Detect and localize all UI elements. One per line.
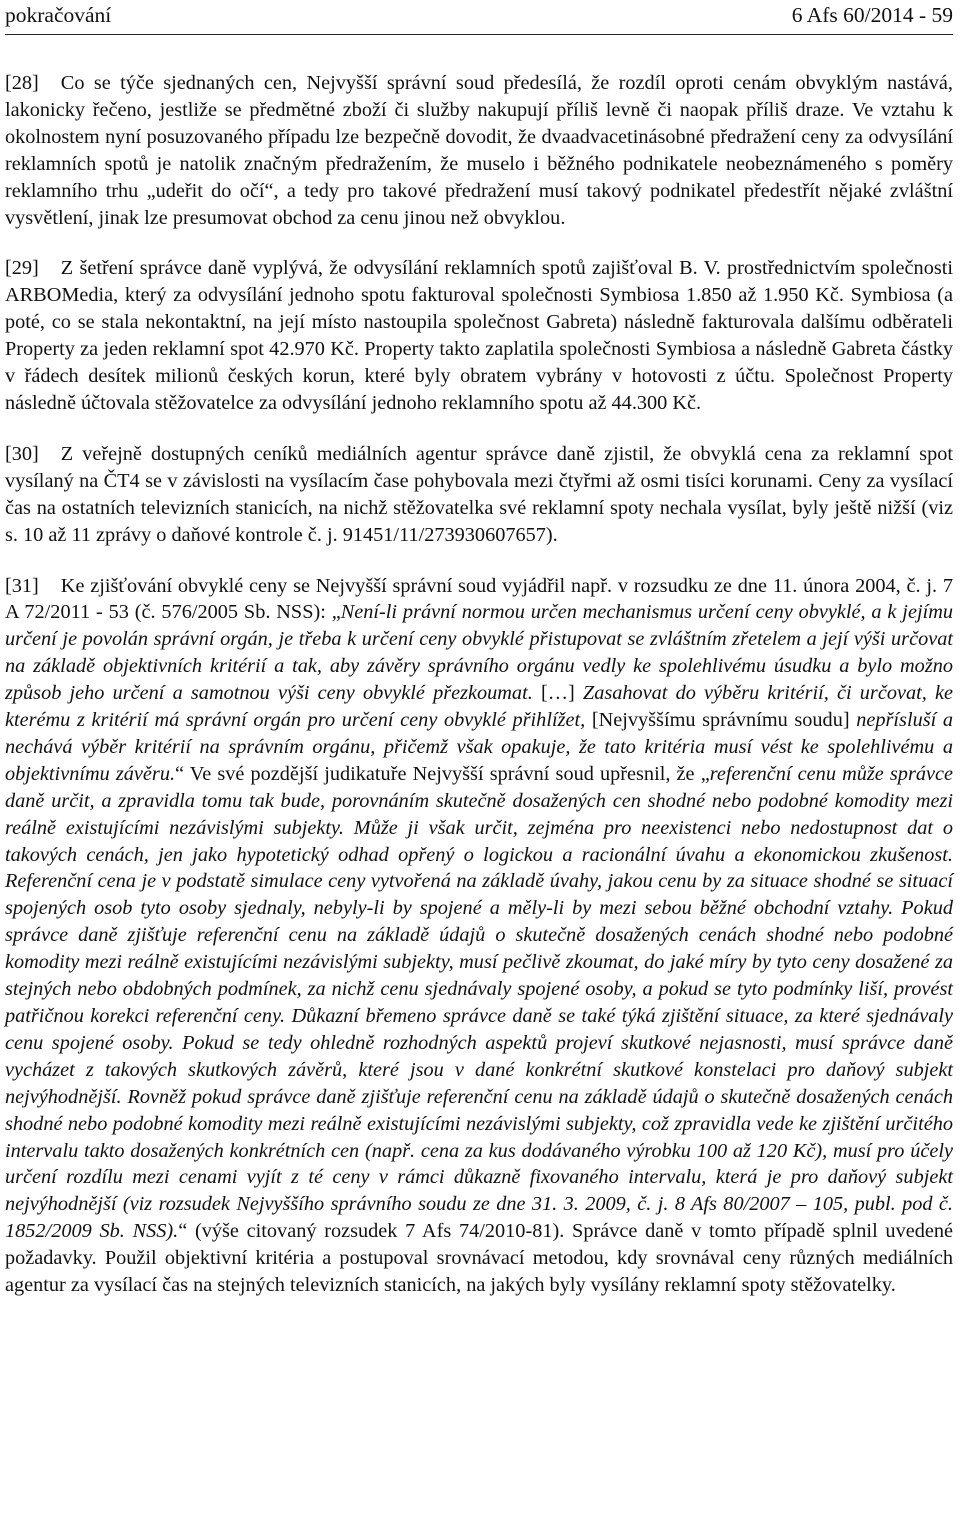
paragraph-31	[5, 573, 953, 1299]
quote-italic: Zasahovat do výběru kritérií, či určovat, ke kterému z kritérií má správní orgán pro určení ceny obvyklé přihlížet,	[5, 682, 953, 732]
paragraph-text: […]	[532, 682, 583, 705]
document-body	[5, 70, 953, 1299]
paragraph-30	[5, 441, 953, 549]
paragraph-text: Co se týče sjednaných cen, Nejvyšší správní soud předesílá, že rozdíl oproti cenám obvyklým nastává, lakonicky řečeno, jestliže se předmětné zboží či služby nakupují příliš levně či naopak příliš draze. Ve vztahu k okolnostem nyní posuzovaného případu lze bezpečně dovodit, že dvaadvacetinásobné předražení ceny za odvysílání reklamních spotů je natolik značným předražením, že muselo i běžného podnikatele neobeznámeného s poměry reklamního trhu „udeřit do očí“, a tedy pro takové předražení musí takový podnikatel předestřít nějaké zvláštní vysvětlení, jinak lze presumovat obchod za cenu jinou než obvyklou.	[5, 72, 953, 229]
paragraph-number: [28]	[5, 72, 39, 94]
header-continuation-label: pokračování	[5, 3, 112, 27]
header-divider	[5, 34, 953, 35]
header-case-number: 6 Afs 60/2014 - 59	[791, 3, 953, 27]
paragraph-number: [29]	[5, 257, 39, 280]
paragraph-text: “ Ve své pozdější judikatuře Nejvyšší správní soud upřesnil, že „	[175, 762, 710, 785]
paragraph-text: Ke zjišťování obvyklé ceny se Nejvyšší správní soud vyjádřil např. v rozsudku ze dne 11. února 2004, č. j. 7 A 72/2011 - 53 (č. 576/2005 Sb. NSS): „	[5, 574, 953, 624]
quote-italic: referenční cenu může správce daně určit, a zpravidla tomu tak bude, porovnáním skutečně dosažených cen shodné nebo podobné komodity mezi reálně existujícími nezávislými subjekty. Může ji však určit, zejména pro neexistenci nebo nedostupnost dat o takových cenách, jen jako hypotetický odhad opřený o logickou a racionální úvahu a ekonomickou zkušenost. Referenční cena je v podstatě simulace ceny vytvořená na základě úvahy, jakou cenu by za situace shodné se situací spojených osob tyto osoby sjednaly, nebyly-li by spojené a měly-li by mezi sebou běžné obchodní vztahy. Pokud správce daně zjišťuje referenční cenu na základě údajů o skutečně dosažených cenách shodné nebo podobné komodity mezi reálně existujícími nezávislými subjekty, musí pečlivě zkoumat, do jaké míry by tyto ceny dosažené za stejných nebo obdobných podmínek, za nichž cenu sjednávaly spojené osoby, a pokud se tyto podmínky liší, provést patřičnou korekci referenční ceny. Důkazní břemeno správce daně se také týká zjištění situace, za které sjednávaly cenu spojené osoby. Pokud se tedy ohledně rozhodných aspektů projeví skutkové nejasnosti, musí správce daně vycházet z takových skutkových závěrů, které jsou v dané konkrétní skutkové konstelaci pro daňový subjekt nejvýhodnější. Rovněž pokud správce daně zjišťuje referenční cenu na základě údajů o skutečně dosažených cenách shodné nebo podobné komodity mezi reálně existujícími nezávislými subjekty, což zpravidla vede ke zjištění určitého intervalu takto dosažených konkrétních cen (např. cena za kus dodávaného výrobku 100 až 120 Kč), musí pro účely určení rozdílu mezi cenami vyjít z té ceny v rámci důkazně fixovaného intervalu, která je pro daňový subjekt nejvýhodnější (viz rozsudek Nejvyššího správního soudu ze dne 31. 3. 2009, č. j. 8 Afs 80/2007 – 105, publ. pod č. 1852/2009 Sb. NSS).	[5, 762, 953, 1243]
paragraph-number: [30]	[5, 442, 39, 465]
paragraph-28	[5, 70, 953, 231]
quote-italic: nepřísluší a nechává výběr kritérií na správním orgánu, přičemž však opakuje, že tato kritéria musí vést ke spolehlivému a objektivnímu závěru.	[5, 709, 954, 785]
paragraph-number: [31]	[5, 574, 39, 597]
document-page	[5, 0, 954, 1297]
paragraph-text: Z šetření správce daně vyplývá, že odvysílání reklamních spotů zajišťoval B. V. prostřednictvím společnosti ARBOMedia, který za odvysílání jednoho spotu fakturoval společnosti Symbiosa 1.850 až 1.950 Kč. Symbiosa (a poté, co se stala nekontaktní, na její místo nastoupila společnost Gabreta) následně fakturovala dalšímu odběrateli Property za jeden reklamní spot 42.970 Kč. Property takto zaplatila společnosti Symbiosa a následně Gabreta částky v řádech desítek milionů českých korun, které byly obratem vybrány v hotovosti z účtu. Společnost Property následně účtovala stěžovatelce za odvysílání jednoho reklamního spotu až 44.300 Kč.	[5, 257, 953, 414]
paragraph-text: [Nejvyššímu správnímu soudu]	[585, 709, 857, 732]
quote-italic: Není-li právní normou určen mechanismus určení ceny obvyklé, a k jejímu určení je povolán správní orgán, je třeba k určení ceny obvyklé přistupovat se zvláštním zřetelem a její výši určovat na základě objektivních kritérií a tak, aby závěry správního orgánu vedly ke spolehlivému úsudku a bylo možno způsob jeho určení a samotnou výši ceny obvyklé přezkoumat.	[5, 601, 953, 705]
paragraph-29	[5, 255, 953, 416]
paragraph-text: “ (výše citovaný rozsudek 7 Afs 74/2010-81). Správce daně v tomto případě splnil uvedené požadavky. Použil objektivní kritéria a postupoval srovnávací metodou, kdy srovnával ceny různých mediálních agentur za vysílací čas na stejných televizních stanicích, na jakých byly vysílány reklamní spoty stěžovatelky.	[5, 1220, 954, 1297]
paragraph-text: Z veřejně dostupných ceníků mediálních agentur správce daně zjistil, že obvyklá cena za reklamní spot vysílaný na ČT4 se v závislosti na vysílacím čase pohybovala mezi čtyřmi až osmi tisíci korunami. Ceny za vysílací čas na ostatních televizních stanicích, na nichž stěžovatelka své reklamní spoty nechala vysílat, byly ještě nižší (viz s. 10 až 11 zprávy o daňové kontrole č. j. 91451/11/273930607657).	[5, 442, 953, 546]
page-header	[5, 0, 953, 30]
